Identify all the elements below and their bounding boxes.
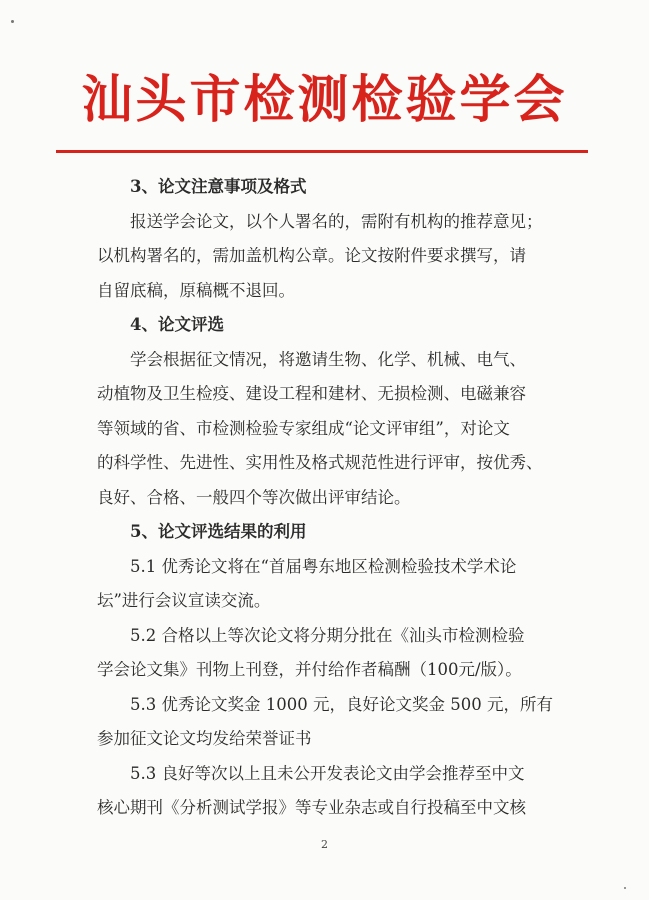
section-4-line: 良好、合格、一般四个等次做出评审结论。: [97, 487, 411, 507]
letterhead-rule: [56, 150, 588, 153]
scan-speck: [624, 887, 626, 889]
document-body: [97, 170, 557, 826]
section-5-2-line: 5.2 合格以上等次论文将分期分批在《汕头市检测检验: [130, 625, 525, 645]
section-5-3b-line: 5.3 良好等次以上且未公开发表论文由学会推荐至中文: [130, 763, 525, 783]
section-3-heading: 3、论文注意事项及格式: [130, 177, 307, 196]
letterhead-title: 汕头市检测检验学会: [81, 70, 568, 130]
section-3-line: 以机构署名的，需加盖机构公章。论文按附件要求撰写，请: [97, 246, 526, 265]
section-5-heading: 5、论文评选结果的利用: [130, 522, 307, 541]
section-5-3-line: 5.3 优秀论文奖金 1000 元，良好论文奖金 500 元，所有: [130, 694, 553, 714]
section-4-heading: 4、论文评选: [130, 315, 224, 334]
section-5-3-line: 参加征文论文均发给荣誉证书: [97, 729, 312, 748]
section-5-2-line: 学会论文集》刊物上刊登，并付给作者稿酬（100元/版）。: [97, 660, 522, 679]
section-5-1-line: 坛”进行会议宣读交流。: [97, 591, 271, 610]
section-3-line: 自留底稿，原稿概不退回。: [97, 280, 295, 300]
section-5-3b-line: 核心期刊《分析测试学报》等专业杂志或自行投稿至中文核: [97, 798, 526, 817]
section-4-line: 动植物及卫生检疫、建设工程和建材、无损检测、电磁兼容: [97, 384, 526, 403]
section-4-line: 等领域的省、市检测检验专家组成“论文评审组”，对论文: [97, 418, 510, 438]
section-3-line: 报送学会论文，以个人署名的，需附有机构的推荐意见；: [130, 211, 543, 231]
section-4-line: 学会根据征文情况，将邀请生物、化学、机械、电气、: [130, 349, 526, 369]
scan-speck: [11, 20, 14, 23]
section-5-1-line: 5.1 优秀论文将在“首届粤东地区检测检验技术学术论: [130, 556, 517, 576]
page-number: 2: [321, 838, 328, 851]
section-4-line: 的科学性、先进性、实用性及格式规范性进行评审，按优秀、: [97, 453, 543, 472]
